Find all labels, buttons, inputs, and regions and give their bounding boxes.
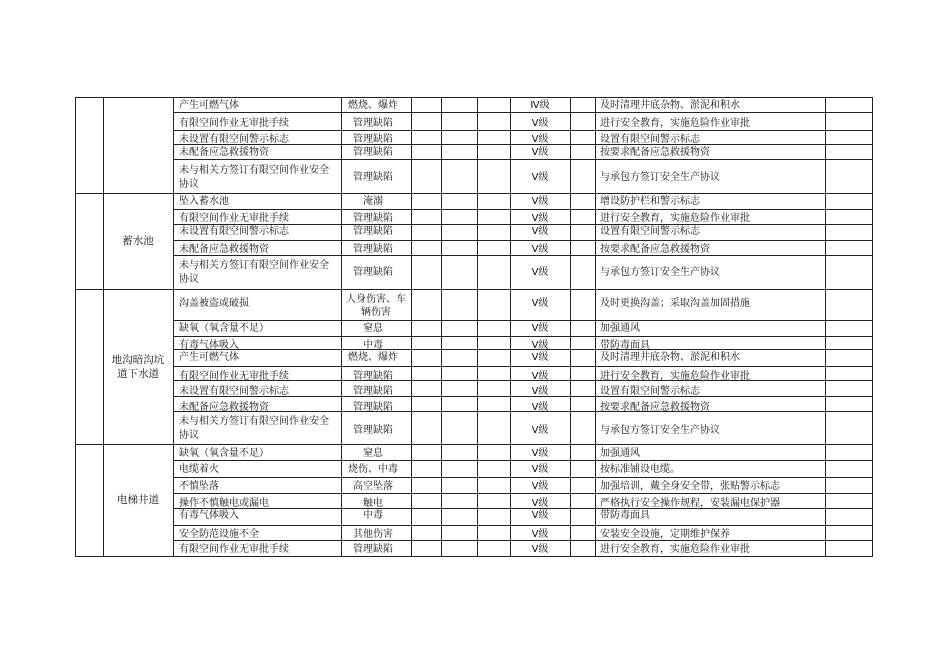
group-label: 地沟暗沟坑道下水道 [111, 353, 165, 380]
grid-line [173, 159, 873, 160]
measure-cell: 按要求配备应急救援物资 [600, 244, 710, 255]
hazard-cell: 有限空间作业无审批手续 [179, 544, 289, 555]
accident-cell: 淹溺 [363, 196, 383, 207]
hazard-cell: 未配备应急救援物资 [179, 147, 269, 158]
hazard-cell: 电缆着火 [179, 464, 219, 475]
hazard-cell: 有限空间作业无审批手续 [179, 371, 289, 382]
accident-cell: 管理缺陷 [353, 267, 393, 278]
measure-cell: 带防毒面具 [600, 340, 650, 351]
measure-cell: 带防毒面具 [600, 510, 650, 521]
measure-cell: 设置有限空间警示标志 [600, 226, 700, 237]
hazard-cell: 有毒气体吸入 [179, 340, 239, 351]
accident-cell: 人身伤害、车辆伤害 [346, 294, 406, 318]
measure-cell: 按要求配备应急救援物资 [600, 402, 710, 413]
measure-cell: 及时更换沟盖；采取沟盖加固措施 [600, 298, 750, 309]
level-cell: Ⅴ级 [531, 340, 549, 351]
accident-cell: 中毒 [363, 510, 383, 521]
accident-cell: 管理缺陷 [353, 425, 393, 436]
accident-cell: 管理缺陷 [353, 402, 393, 413]
accident-cell: 中毒 [363, 340, 383, 351]
accident-cell: 管理缺陷 [353, 147, 393, 158]
hazard-cell: 未与相关方签订有限空间作业安全协议 [179, 165, 329, 190]
hazard-cell: 未配备应急救援物资 [179, 402, 269, 413]
level-cell: Ⅴ级 [531, 267, 549, 278]
level-cell: Ⅴ级 [531, 544, 549, 555]
accident-cell: 管理缺陷 [353, 386, 393, 397]
grid-line [595, 97, 596, 557]
grid-line [75, 193, 873, 194]
measure-cell: 设置有限空间警示标志 [600, 386, 700, 397]
hazard-cell: 操作不慎触电或漏电 [179, 498, 269, 509]
grid-line [173, 366, 873, 367]
measure-cell: 及时清理井底杂物、淤泥和积水 [600, 352, 740, 363]
accident-cell: 管理缺陷 [353, 134, 393, 145]
grid-line [173, 525, 873, 526]
level-cell: Ⅴ级 [531, 402, 549, 413]
hazard-cell: 产生可燃气体 [179, 100, 239, 111]
grid-line [173, 460, 873, 461]
group-label: 蓄水池 [122, 235, 154, 247]
accident-cell: 管理缺陷 [353, 226, 393, 237]
accident-cell: 其他伤害 [353, 529, 393, 540]
level-cell: Ⅴ级 [531, 510, 549, 521]
measure-cell: 进行安全教育，实施危险作业审批 [600, 371, 750, 382]
grid-line [173, 477, 873, 478]
level-cell: Ⅳ级 [530, 100, 550, 111]
hazard-cell: 未设置有限空间警示标志 [179, 386, 289, 397]
level-cell: Ⅴ级 [531, 425, 549, 436]
level-cell: Ⅴ级 [531, 323, 549, 334]
measure-cell: 加强通风 [600, 448, 640, 459]
measure-cell: 安装安全设施，定期维护保养 [600, 529, 730, 540]
group-label: 电梯井道 [117, 494, 159, 506]
hazard-cell: 不慎坠落 [179, 481, 219, 492]
grid-line [411, 97, 412, 557]
hazard-cell: 未与相关方签订有限空间作业安全协议 [179, 260, 329, 285]
accident-cell: 管理缺陷 [353, 371, 393, 382]
hazard-cell: 有限空间作业无审批手续 [179, 118, 289, 129]
level-cell: Ⅴ级 [531, 371, 549, 382]
grid-line [477, 97, 478, 557]
measure-cell: 按要求配备应急救援物资 [600, 147, 710, 158]
accident-cell: 窒息 [363, 448, 383, 459]
grid-line [173, 130, 873, 131]
measure-cell: 加强培训，戴全身安全带，张贴警示标志 [600, 481, 780, 492]
measure-cell: 与承包方签订安全生产协议 [600, 267, 720, 278]
level-cell: Ⅴ级 [531, 464, 549, 475]
level-cell: Ⅴ级 [531, 147, 549, 158]
level-cell: Ⅴ级 [531, 172, 549, 183]
accident-cell: 管理缺陷 [353, 172, 393, 183]
accident-cell: 管理缺陷 [353, 244, 393, 255]
hazard-cell: 安全防范设施不全 [179, 529, 259, 540]
level-cell: Ⅴ级 [531, 118, 549, 129]
hazard-cell: 有限空间作业无审批手续 [179, 213, 289, 224]
measure-cell: 设置有限空间警示标志 [600, 134, 700, 145]
hazard-cell: 缺氧（氧含量不足） [179, 323, 269, 334]
hazard-cell: 产生可燃气体 [179, 352, 239, 363]
grid-line [173, 112, 873, 113]
hazard-cell: 缺氧（氧含量不足） [179, 448, 269, 459]
grid-line [75, 97, 76, 557]
measure-cell: 按标准铺设电缆。 [600, 464, 680, 475]
level-cell: Ⅴ级 [531, 481, 549, 492]
accident-cell: 触电 [363, 498, 383, 509]
level-cell: Ⅴ级 [531, 213, 549, 224]
accident-cell: 高空坠落 [353, 481, 393, 492]
grid-line [173, 209, 873, 210]
measure-cell: 进行安全教育，实施危险作业审批 [600, 544, 750, 555]
grid-line [173, 97, 174, 557]
level-cell: Ⅴ级 [531, 134, 549, 145]
level-cell: Ⅴ级 [531, 448, 549, 459]
measure-cell: 与承包方签订安全生产协议 [600, 172, 720, 183]
grid-line [441, 97, 442, 557]
level-cell: Ⅴ级 [531, 244, 549, 255]
grid-line [75, 97, 873, 98]
hazard-cell: 有毒气体吸入 [179, 510, 239, 521]
grid-line [825, 97, 826, 557]
hazard-cell: 未设置有限空间警示标志 [179, 134, 289, 145]
accident-cell: 管理缺陷 [353, 544, 393, 555]
grid-line [173, 320, 873, 321]
accident-cell: 燃烧、爆炸 [348, 352, 398, 363]
grid-line [173, 336, 873, 337]
grid-line [173, 493, 873, 494]
accident-cell: 窒息 [363, 323, 383, 334]
measure-cell: 增设防护栏和警示标志 [600, 196, 700, 207]
level-cell: Ⅴ级 [531, 498, 549, 509]
grid-line [75, 444, 873, 445]
level-cell: Ⅴ级 [531, 352, 549, 363]
grid-line [872, 97, 873, 557]
measure-cell: 进行安全教育，实施危险作业审批 [600, 213, 750, 224]
accident-cell: 管理缺陷 [353, 213, 393, 224]
level-cell: Ⅴ级 [531, 226, 549, 237]
level-cell: Ⅴ级 [531, 196, 549, 207]
accident-cell: 管理缺陷 [353, 118, 393, 129]
measure-cell: 加强通风 [600, 323, 640, 334]
hazard-cell: 未设置有限空间警示标志 [179, 226, 289, 237]
measure-cell: 严格执行安全操作规程，安装漏电保护器 [600, 498, 780, 509]
measure-cell: 与承包方签订安全生产协议 [600, 425, 720, 436]
grid-line [570, 97, 571, 557]
grid-line [75, 556, 873, 557]
hazard-cell: 未与相关方签订有限空间作业安全协议 [179, 416, 329, 441]
accident-cell: 燃烧、爆炸 [348, 100, 398, 111]
level-cell: Ⅴ级 [531, 386, 549, 397]
measure-cell: 进行安全教育，实施危险作业审批 [600, 118, 750, 129]
measure-cell: 及时清理井底杂物、淤泥和积水 [600, 100, 740, 111]
hazard-table [75, 97, 873, 557]
hazard-cell: 沟盖被盗或破损 [179, 298, 249, 309]
grid-line [75, 289, 873, 290]
hazard-cell: 坠入蓄水池 [179, 196, 229, 207]
grid-line [173, 240, 873, 241]
accident-cell: 烧伤、中毒 [348, 464, 398, 475]
level-cell: Ⅴ级 [531, 529, 549, 540]
level-cell: Ⅴ级 [531, 298, 549, 309]
hazard-cell: 未配备应急救援物资 [179, 244, 269, 255]
